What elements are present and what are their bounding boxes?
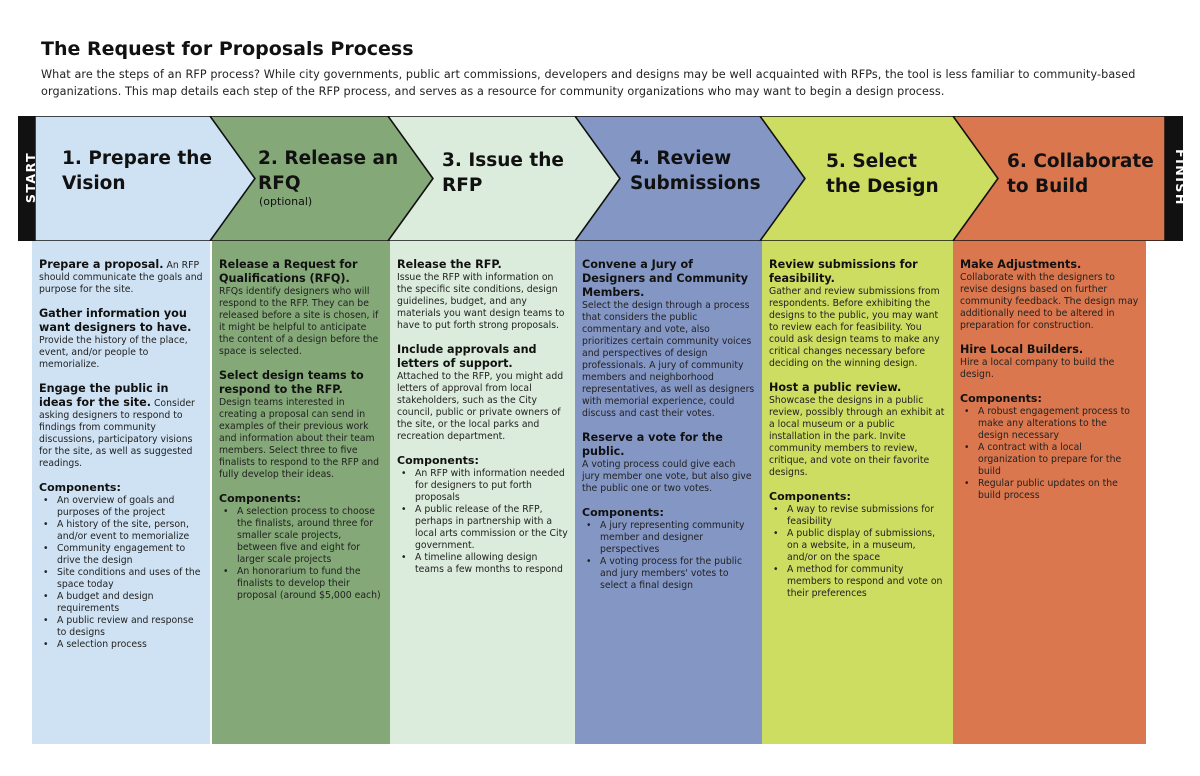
page-subtitle: What are the steps of an RFP process? While city governments, public art commissions, developers and designs may be well acquainted with RFPs, the tool is less familiar to community-based organizations. This map details each step of the RFP process, and serves as a resource for community organizations who may want to begin a design process. [41, 68, 1136, 98]
block-heading: Gather information you want designers to have. [39, 307, 192, 334]
block-body: Provide the history of the place, event, and/or people to memorialize. [39, 335, 188, 370]
step-4-column [575, 241, 762, 744]
list-item: • A jury representing community member and designer perspectives [600, 520, 755, 556]
list-item: • A way to revise submissions for feasibility [787, 504, 946, 528]
step-1-title-text: 1. Prepare the Vision [62, 148, 212, 194]
step-6-block-2 [960, 343, 1139, 381]
step-4-title-text: 4. Review Submissions [630, 148, 761, 194]
block-body: A voting process could give each jury member one vote, but also give the public one or two votes. [582, 459, 752, 494]
components-heading: Components: [960, 392, 1042, 405]
start-label: START [23, 151, 39, 204]
list-item: • A method for community members to respond and vote on their preferences [787, 564, 946, 600]
block-body: Consider asking designers to respond to findings from community discussions, participatory visions for the site, as well as suggested readings. [39, 398, 195, 469]
components-list [39, 495, 203, 651]
block-body: Design teams interested in creating a proposal can send in examples of their previous work and information about their team members. Select three to five finalists to respond to the RFP and fully develop their ideas. [219, 397, 380, 480]
components-heading: Components: [769, 490, 851, 503]
page-header [41, 38, 1171, 100]
step-5-block-1 [769, 258, 946, 370]
components-list [397, 468, 568, 576]
block-heading: Review submissions for feasibility. [769, 258, 918, 285]
process-banner [18, 116, 1188, 241]
block-heading: Prepare a proposal. [39, 258, 164, 271]
page-title: The Request for Proposals Process [41, 38, 414, 60]
list-item: • A budget and design requirements [57, 591, 203, 615]
components-list [960, 406, 1139, 502]
step-3-title [442, 148, 572, 198]
block-heading: Include approvals and letters of support. [397, 343, 537, 370]
block-heading: Release the RFP. [397, 258, 502, 271]
step-2-title-text: 2. Release an RFQ [258, 148, 399, 194]
list-item: • A contract with a local organization to prepare for the build [978, 442, 1139, 478]
step-1-column [32, 241, 210, 744]
components-heading: Components: [39, 481, 121, 494]
step-4-block-2 [582, 431, 755, 495]
step-1-title [62, 146, 212, 196]
step-3-block-1 [397, 258, 568, 332]
list-item: • A history of the site, person, and/or event to memorialize [57, 519, 203, 543]
step-6-block-1 [960, 258, 1139, 332]
step-2-note: (optional) [259, 195, 313, 208]
block-heading: Reserve a vote for the public. [582, 431, 723, 458]
block-body: Hire a local company to build the design. [960, 357, 1115, 380]
components-heading: Components: [397, 454, 479, 467]
block-heading: Convene a Jury of Designers and Community Members. [582, 258, 749, 299]
list-item: • A public review and response to designs [57, 615, 203, 639]
components-list [219, 506, 383, 602]
step-4-block-1 [582, 258, 755, 420]
list-item: • A timeline allowing design teams a few months to respond [415, 552, 568, 576]
step-6-column [953, 241, 1146, 744]
list-item: • Community engagement to drive the design [57, 543, 203, 567]
step-2-column [212, 241, 390, 744]
step-4-title [630, 146, 780, 196]
block-heading: Hire Local Builders. [960, 343, 1084, 356]
finish-label: FINISH [1172, 149, 1188, 206]
list-item: • An honorarium to fund the finalists to develop their proposal (around $5,000 each) [237, 566, 383, 602]
step-1-block-1 [39, 258, 203, 296]
block-heading: Select design teams to respond to the RFP. [219, 369, 364, 396]
block-heading: Engage the public in ideas for the site. [39, 382, 169, 409]
block-body: RFQs identify designers who will respond to the RFP. They can be released before a site is chosen, if it might be helpful to anticipate the content of a design before the space is selected. [219, 286, 379, 357]
list-item: • Regular public updates on the build process [978, 478, 1139, 502]
list-item: • Site conditions and uses of the space today [57, 567, 203, 591]
components-list [769, 504, 946, 600]
step-2-block-2 [219, 369, 383, 481]
block-heading: Make Adjustments. [960, 258, 1082, 271]
block-heading: Release a Request for Qualifications (RFQ). [219, 258, 358, 285]
block-body: Gather and review submissions from respondents. Before exhibiting the designs to the public, you may want to review each for feasibility. You could ask design teams to make any critical changes necessary before deciding on the winning design. [769, 286, 940, 369]
step-5-column [762, 241, 953, 744]
step-3-column [390, 241, 575, 744]
list-item: • A public display of submissions, on a website, in a museum, and/or on the space [787, 528, 946, 564]
step-6-title [1007, 149, 1177, 199]
step-5-title-text: 5. Select the Design [826, 151, 939, 197]
step-2-title [258, 146, 408, 208]
block-body: An RFP should communicate the goals and purpose for the site. [39, 260, 203, 295]
block-body: Showcase the designs in a public review, possibly through an exhibit at a local museum or a public installation in the park. Invite community members to review, critique, and vote on their favorite designs. [769, 395, 945, 478]
step-5-title [826, 149, 956, 199]
block-body: Select the design through a process that considers the public commentary and vote, also prioritizes certain community voices and perspectives of design professionals. A jury of community members and neighborhood representatives, as well as designers with memorial experience, could discuss and cast their votes. [582, 300, 755, 419]
step-1-block-2 [39, 307, 203, 371]
block-body: Attached to the RFP, you might add letters of approval from local stakeholders, such as the City council, public or private owners of the site, or the local parks and recreation department. [397, 371, 564, 442]
list-item: • A voting process for the public and jury members' votes to select a final design [600, 556, 755, 592]
list-item: • A robust engagement process to make any alterations to the design necessary [978, 406, 1139, 442]
list-item: • A selection process to choose the finalists, around three for smaller scale projects, between five and eight for larger scale projects [237, 506, 383, 566]
list-item: • A public release of the RFP, perhaps in partnership with a local arts commission or the City government. [415, 504, 568, 552]
components-list [582, 520, 755, 592]
step-6-title-text: 6. Collaborate to Build [1007, 151, 1154, 197]
components-heading: Components: [219, 492, 301, 505]
step-5-block-2 [769, 381, 946, 479]
components-heading: Components: [582, 506, 664, 519]
block-heading: Host a public review. [769, 381, 902, 394]
list-item: • A selection process [57, 639, 203, 651]
step-3-title-text: 3. Issue the RFP [442, 150, 564, 196]
list-item: • An overview of goals and purposes of the project [57, 495, 203, 519]
step-3-block-2 [397, 343, 568, 443]
block-body: Issue the RFP with information on the specific site conditions, design guidelines, budget, and any materials you want design teams to have to put forth strong proposals. [397, 272, 565, 331]
block-body: Collaborate with the designers to revise designs based on further community feedback. The design may additionally need to be altered in preparation for construction. [960, 272, 1139, 331]
list-item: • An RFP with information needed for designers to put forth proposals [415, 468, 568, 504]
step-2-block-1 [219, 258, 383, 358]
step-1-block-3 [39, 382, 203, 470]
